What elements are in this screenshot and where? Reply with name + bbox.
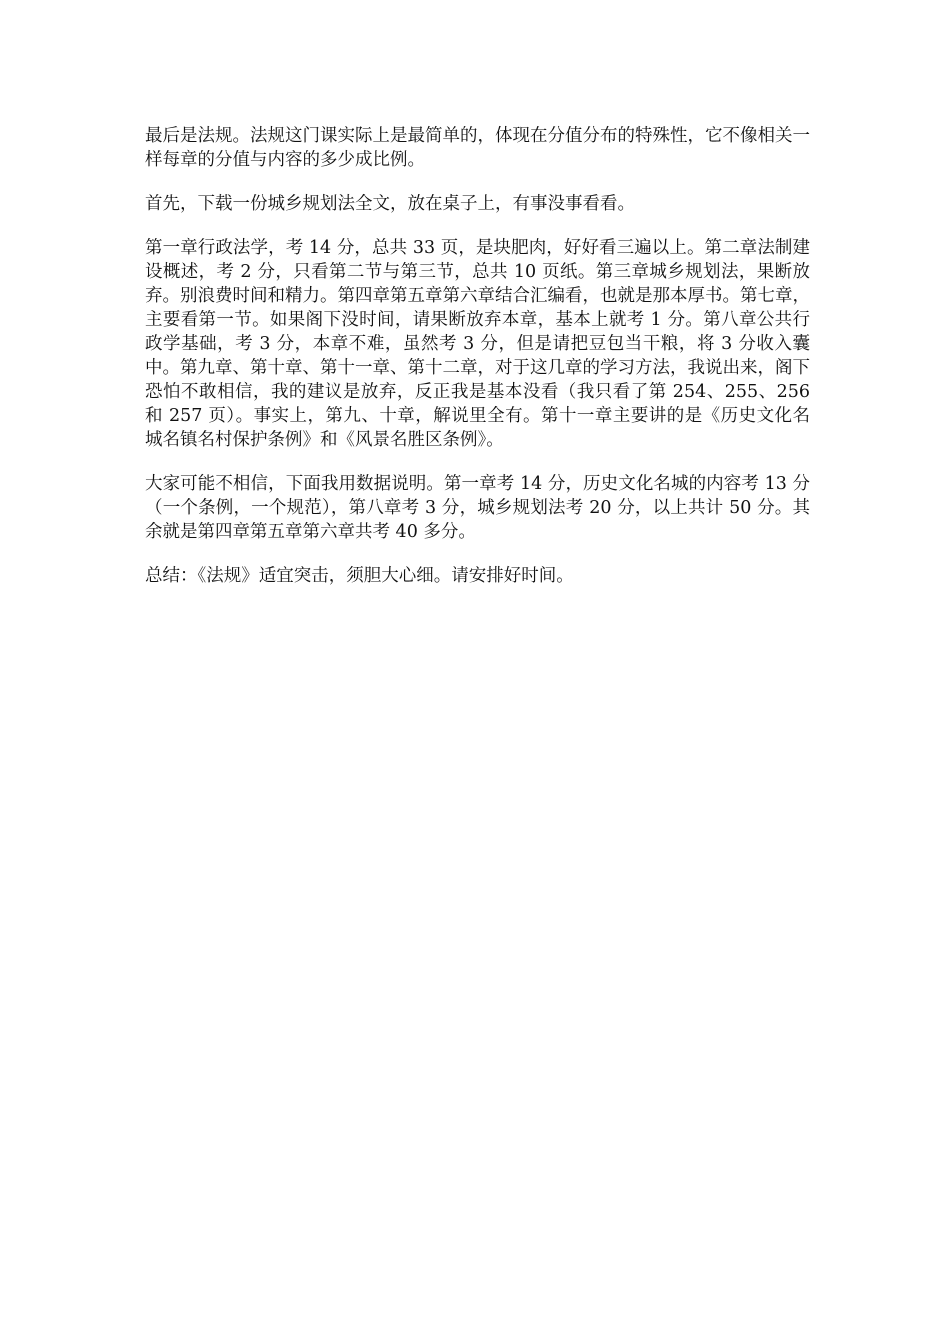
paragraph-score-data: 大家可能不相信，下面我用数据说明。第一章考 14 分，历史文化名城的内容考 13 分（一个条例，一个规范），第八章考 3 分，城乡规划法考 20 分，以上共计 50 分。其余就是第四章第五章第六章共考 40 多分。 (145, 474, 810, 542)
paragraph-summary: 总结：《法规》适宜突击，须胆大心细。请安排好时间。 (145, 566, 574, 586)
paragraph-intro: 最后是法规。法规这门课实际上是最简单的，体现在分值分布的特殊性，它不像相关一样每章的分值与内容的多少成比例。 (145, 126, 810, 170)
paragraph-chapter-guide: 第一章行政法学，考 14 分，总共 33 页，是块肥肉，好好看三遍以上。第二章法制建设概述，考 2 分，只看第二节与第三节，总共 10 页纸。第三章城乡规划法，果断放弃。别浪费时间和精力。第四章第五章第六章结合汇编看，也就是那本厚书。第七章，主要看第一节。如果阁下没时间，请果断放弃本章，基本上就考 1 分。第八章公共行政学基础，考 3 分，本章不难，虽然考 3 分，但是请把豆包当干粮，将 3 分收入囊中。第九章、第十章、第十一章、第十二章，对于这几章的学习方法，我说出来，阁下恐怕不敢相信，我的建议是放弃，反正我是基本没看（我只看了第 254、255、256 和 257 页）。事实上，第九、十章，解说里全有。第十一章主要讲的是《历史文化名城名镇名村保护条例》和《风景名胜区条例》。 (145, 238, 810, 450)
document-body (145, 124, 810, 608)
paragraph-download-law: 首先，下载一份城乡规划法全文，放在桌子上，有事没事看看。 (145, 194, 635, 214)
